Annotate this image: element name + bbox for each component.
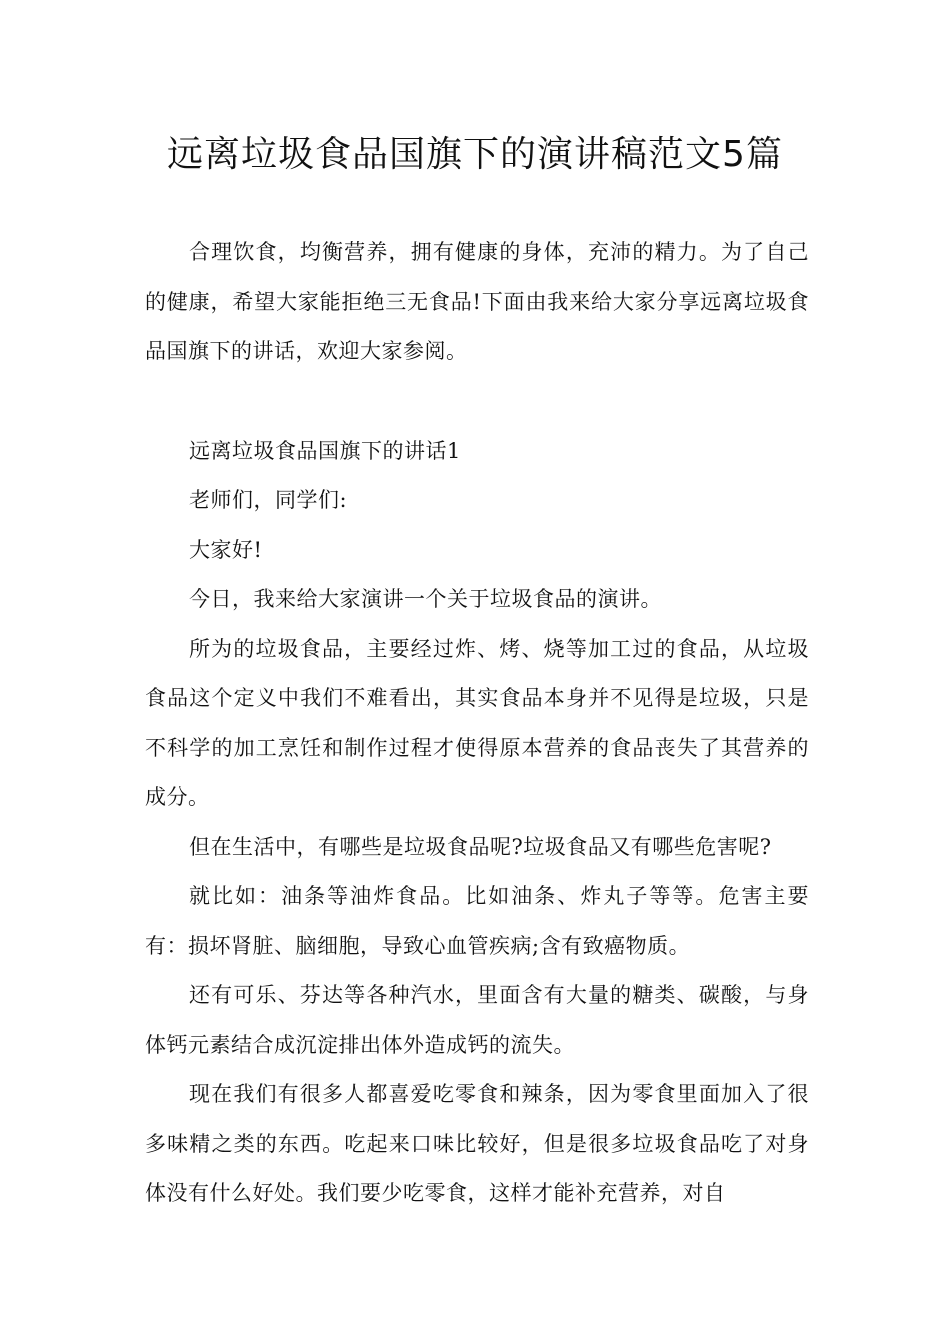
body-paragraph: 但在生活中，有哪些是垃圾食品呢?垃圾食品又有哪些危害呢?	[189, 834, 772, 859]
intro-paragraph: 合理饮食，均衡营养，拥有健康的身体，充沛的精力。为了自己的健康，希望大家能拒绝三无食品!下面由我来给大家分享远离垃圾食品国旗下的讲话，欢迎大家参阅。	[145, 240, 809, 363]
body-paragraph: 今日，我来给大家演讲一个关于垃圾食品的演讲。	[189, 587, 662, 611]
document-body	[145, 228, 809, 1219]
salutation: 老师们，同学们:	[189, 488, 348, 512]
body-paragraph: 还有可乐、芬达等各种汽水，里面含有大量的糖类、碳酸，与身体钙元素结合成沉淀排出体外造成钙的流失。	[145, 983, 809, 1057]
body-paragraph: 就比如：油条等油炸食品。比如油条、炸丸子等等。危害主要有：损坏肾脏、脑细胞，导致心血管疾病;含有致癌物质。	[145, 884, 809, 958]
document-title: 远离垃圾食品国旗下的演讲稿范文5篇	[167, 134, 783, 175]
greeting: 大家好!	[189, 537, 263, 562]
section-heading: 远离垃圾食品国旗下的讲话1	[189, 438, 461, 463]
body-paragraph: 所为的垃圾食品，主要经过炸、烤、烧等加工过的食品，从垃圾食品这个定义中我们不难看出，其实食品本身并不见得是垃圾，只是不科学的加工烹饪和制作过程才使得原本营养的食品丧失了其营养的成分。	[145, 636, 809, 809]
body-paragraph: 现在我们有很多人都喜爱吃零食和辣条，因为零食里面加入了很多味精之类的东西。吃起来口味比较好，但是很多垃圾食品吃了对身体没有什么好处。我们要少吃零食，这样才能补充营养，对自	[145, 1082, 809, 1205]
